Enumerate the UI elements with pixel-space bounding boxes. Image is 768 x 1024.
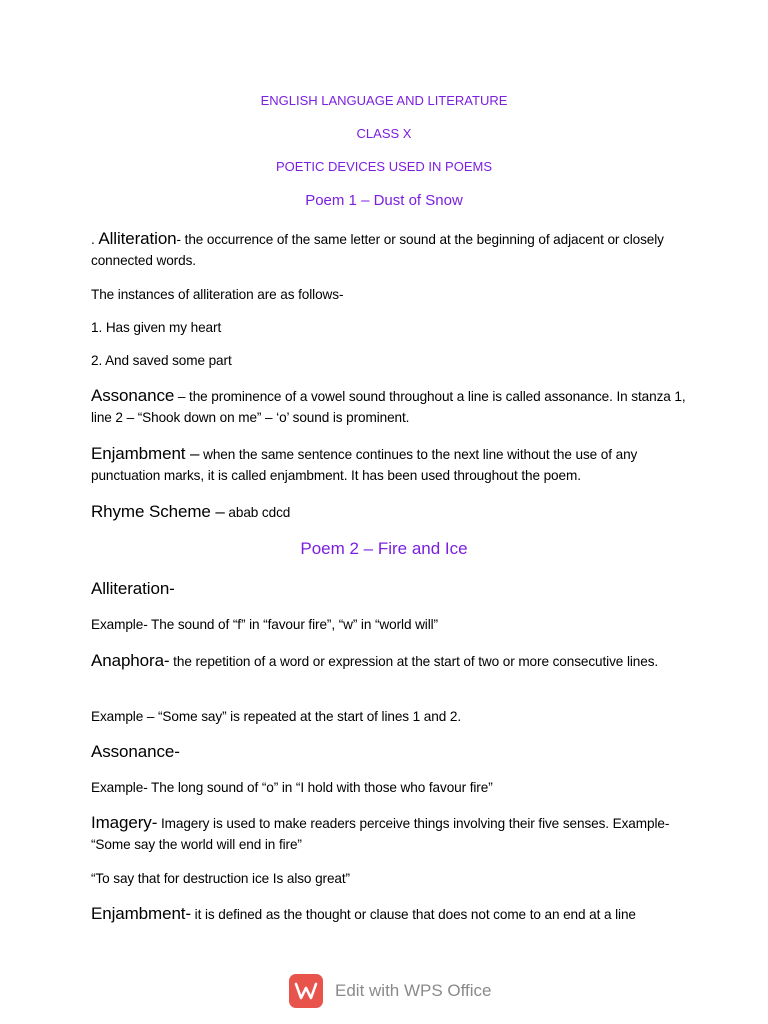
poem1-assonance <box>91 385 691 428</box>
header-class: CLASS X <box>356 126 412 141</box>
wps-office-logo-icon <box>289 974 323 1008</box>
term-rhyme-scheme: Rhyme Scheme – <box>91 502 225 521</box>
poem2-title: Poem 2 – Fire and Ice <box>300 539 468 558</box>
wps-edit-label[interactable]: Edit with WPS Office <box>335 981 492 1000</box>
definition-imagery: Imagery is used to make readers perceive things involving their five senses. Example- “Some say the world will end in fire” <box>91 816 670 852</box>
header-subject: ENGLISH LANGUAGE AND LITERATURE <box>260 93 508 108</box>
term-alliteration-2: Alliteration- <box>91 579 175 598</box>
wps-w-glyph-icon <box>294 981 318 1001</box>
value-rhyme-scheme: abab cdcd <box>224 505 291 520</box>
poem1-rhyme-scheme <box>91 501 691 523</box>
poem2-assonance-example: Example- The long sound of “o” in “I hold with those who favour fire” <box>91 780 493 795</box>
term-enjambment-2: Enjambment- <box>91 904 191 923</box>
poem1-alliteration <box>91 228 691 271</box>
poem2-anaphora-example: Example – “Some say” is repeated at the start of lines 1 and 2. <box>91 709 461 724</box>
instances-intro: The instances of alliteration are as follows- <box>91 287 344 302</box>
definition-anaphora: the repetition of a word or expression at the start of two or more consecutive lines. <box>169 654 659 669</box>
term-anaphora: Anaphora- <box>91 651 170 670</box>
poem1-enjambment <box>91 443 691 486</box>
poem1-title: Poem 1 – Dust of Snow <box>305 192 463 209</box>
definition-enjambment: when the same sentence continues to the next line without the use of any punctuation marks, it is called enjambment. It has been used throughout the poem. <box>91 447 638 483</box>
header-topic: POETIC DEVICES USED IN POEMS <box>276 159 492 174</box>
poem2-imagery-example: “To say that for destruction ice Is also great” <box>91 871 350 886</box>
term-imagery: Imagery- <box>91 813 158 832</box>
term-enjambment: Enjambment – <box>91 444 200 463</box>
poem2-alliteration-example: Example- The sound of “f” in “favour fire”, “w” in “world will” <box>91 617 438 632</box>
poem2-anaphora <box>91 650 691 672</box>
bullet-prefix: . <box>91 232 99 247</box>
wps-edit-banner[interactable] <box>289 973 492 1009</box>
poem2-alliteration <box>91 578 691 600</box>
poem2-imagery <box>91 812 691 855</box>
term-assonance: Assonance <box>91 386 175 405</box>
instance-1: 1. Has given my heart <box>91 320 222 335</box>
instance-2: 2. And saved some part <box>91 353 232 368</box>
definition-alliteration: - the occurrence of the same letter or sound at the beginning of adjacent or closely connected words. <box>91 232 664 268</box>
term-alliteration: Alliteration <box>98 229 177 248</box>
definition-assonance: – the prominence of a vowel sound throughout a line is called assonance. In stanza 1, line 2 – “Shook down on me” – ‘o’ sound is prominent. <box>91 389 686 425</box>
term-assonance-2: Assonance- <box>91 742 180 761</box>
poem2-assonance <box>91 741 691 763</box>
poem2-enjambment <box>91 903 691 925</box>
definition-enjambment-2: it is defined as the thought or clause that does not come to an end at a line <box>191 907 636 922</box>
